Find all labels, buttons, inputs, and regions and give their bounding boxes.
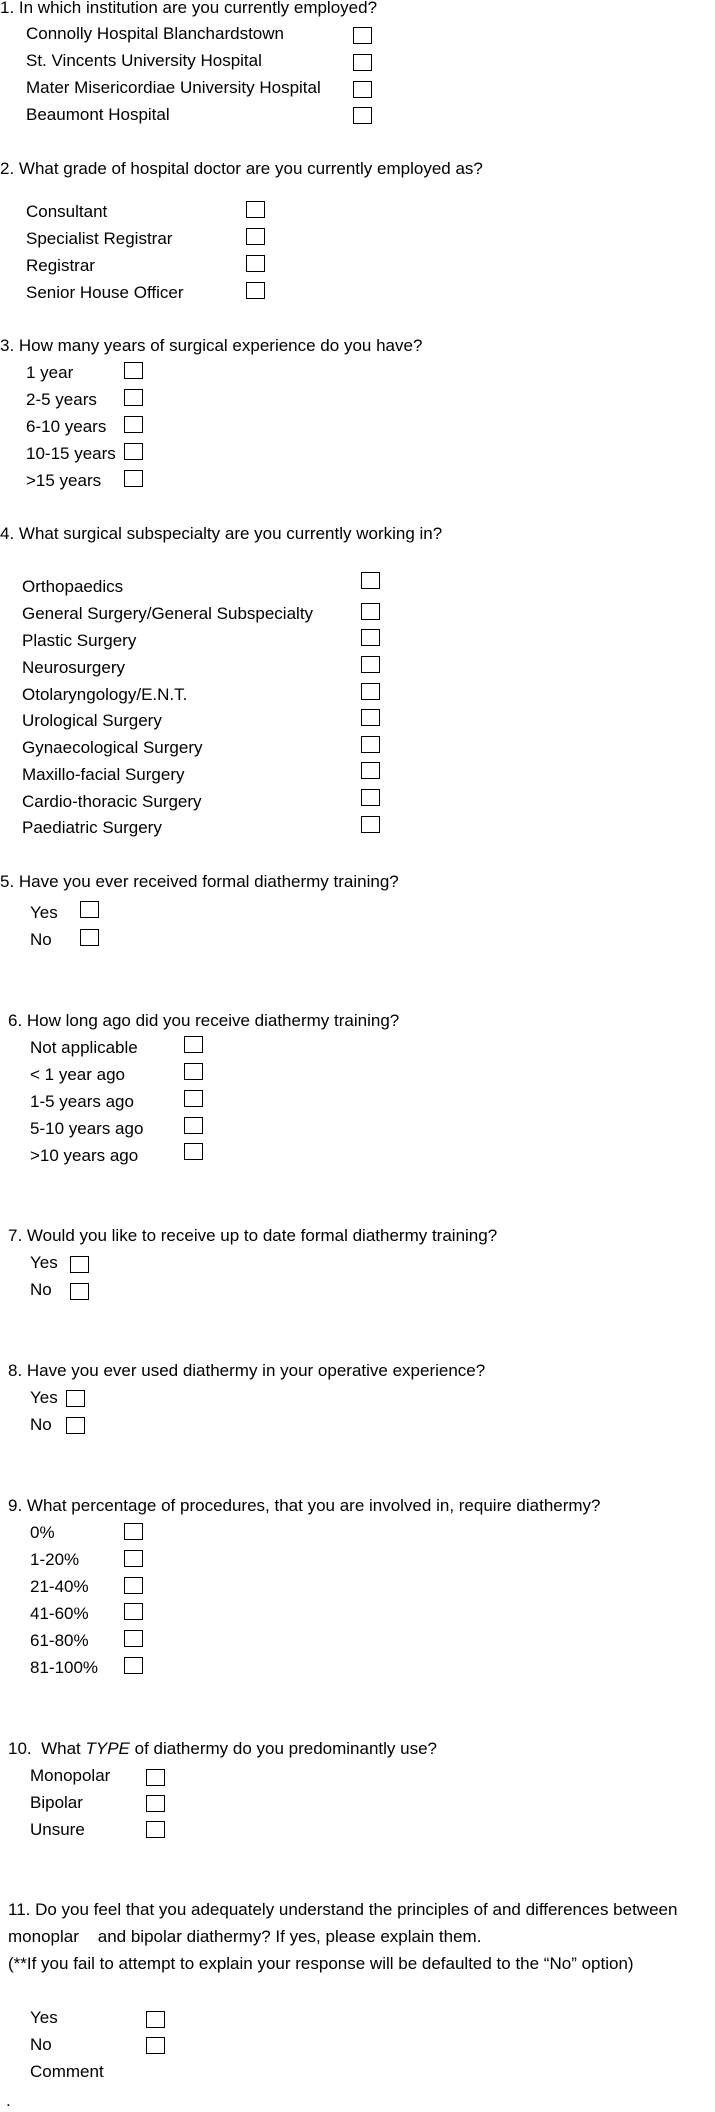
q4-checkbox-orthopaedics[interactable] — [361, 572, 380, 589]
q1-option-mater: Mater Misericordiae University Hospital — [26, 78, 321, 97]
q10-checkbox-unsure[interactable] — [146, 1821, 165, 1838]
q6-option-gt-10-years: >10 years ago — [30, 1146, 139, 1165]
q6-checkbox-gt-10-years[interactable] — [184, 1143, 203, 1160]
q4-option-paediatric: Paediatric Surgery — [22, 818, 162, 837]
q10-checkbox-monopolar[interactable] — [146, 1769, 165, 1786]
q3-option-6-10: 6-10 years — [26, 417, 107, 436]
q2-checkbox-registrar[interactable] — [246, 255, 265, 272]
q10-text-emphasis: TYPE — [85, 1739, 130, 1758]
q10-option-unsure: Unsure — [30, 1820, 85, 1839]
q11-checkbox-yes[interactable] — [146, 2011, 165, 2028]
q9-option-41-60: 41-60% — [30, 1604, 89, 1623]
q9-checkbox-0[interactable] — [124, 1523, 143, 1540]
q5-checkbox-yes[interactable] — [80, 901, 99, 918]
q4-checkbox-paediatric[interactable] — [361, 816, 380, 833]
q8-checkbox-yes[interactable] — [66, 1390, 85, 1407]
q9-checkbox-1-20[interactable] — [124, 1550, 143, 1567]
q2-checkbox-consultant[interactable] — [246, 201, 265, 218]
q1-option-beaumont: Beaumont Hospital — [26, 105, 170, 124]
q3-checkbox-2-5[interactable] — [124, 389, 143, 406]
q8-checkbox-no[interactable] — [66, 1417, 85, 1434]
q4-checkbox-plastic[interactable] — [361, 629, 380, 646]
q4-option-ent: Otolaryngology/E.N.T. — [22, 685, 188, 704]
q4-checkbox-gynaecological[interactable] — [361, 736, 380, 753]
q1-checkbox-st-vincents[interactable] — [353, 54, 372, 71]
q6-checkbox-1-5-years[interactable] — [184, 1090, 203, 1107]
q4-option-general-surgery: General Surgery/General Subspecialty — [22, 604, 314, 623]
q4-option-cardio-thoracic: Cardio-thoracic Surgery — [22, 792, 202, 811]
q8-option-no: No — [30, 1415, 52, 1434]
q3-option-2-5: 2-5 years — [26, 390, 97, 409]
q11-comment-label: Comment — [30, 2062, 104, 2081]
question-9-text: 9. What percentage of procedures, that you are involved in, require diathermy? — [8, 1496, 601, 1515]
question-5-text: 5. Have you ever received formal diathermy training? — [0, 872, 399, 891]
q4-option-orthopaedics: Orthopaedics — [22, 577, 124, 596]
q6-option-not-applicable: Not applicable — [30, 1038, 138, 1057]
question-8-text: 8. Have you ever used diathermy in your operative experience? — [8, 1361, 486, 1380]
question-11-line-1: 11. Do you feel that you adequately understand the principles of and differences between — [8, 1900, 678, 1919]
q9-option-61-80: 61-80% — [30, 1631, 89, 1650]
q8-option-yes: Yes — [30, 1388, 58, 1407]
q9-checkbox-21-40[interactable] — [124, 1577, 143, 1594]
q6-option-5-10-years: 5-10 years ago — [30, 1119, 144, 1138]
q1-option-connolly: Connolly Hospital Blanchardstown — [26, 24, 284, 43]
q2-option-consultant: Consultant — [26, 202, 108, 221]
q9-option-0: 0% — [30, 1523, 55, 1542]
question-1-text: 1. In which institution are you currently employed? — [0, 0, 378, 17]
q6-checkbox-lt-1-year[interactable] — [184, 1063, 203, 1080]
q1-checkbox-connolly[interactable] — [353, 27, 372, 44]
q9-option-21-40: 21-40% — [30, 1577, 89, 1596]
q4-checkbox-neurosurgery[interactable] — [361, 656, 380, 673]
q4-option-urological: Urological Surgery — [22, 711, 162, 730]
q1-checkbox-mater[interactable] — [353, 81, 372, 98]
q4-checkbox-general-surgery[interactable] — [361, 603, 380, 620]
q6-option-1-5-years: 1-5 years ago — [30, 1092, 134, 1111]
q4-checkbox-urological[interactable] — [361, 709, 380, 726]
q7-checkbox-yes[interactable] — [70, 1256, 89, 1273]
q3-option-1-year: 1 year — [26, 363, 74, 382]
q7-option-yes: Yes — [30, 1253, 58, 1272]
q9-checkbox-81-100[interactable] — [124, 1657, 143, 1674]
q9-option-81-100: 81-100% — [30, 1658, 99, 1677]
q11-option-yes: Yes — [30, 2008, 58, 2027]
q10-checkbox-bipolar[interactable] — [146, 1795, 165, 1812]
q5-checkbox-no[interactable] — [80, 929, 99, 946]
q10-text-pre: 10. What — [8, 1739, 86, 1758]
q2-option-registrar: Registrar — [26, 256, 95, 275]
q4-checkbox-cardio-thoracic[interactable] — [361, 789, 380, 806]
q4-checkbox-ent[interactable] — [361, 683, 380, 700]
q6-checkbox-5-10-years[interactable] — [184, 1117, 203, 1134]
q3-checkbox-15-plus[interactable] — [124, 470, 143, 487]
q9-checkbox-61-80[interactable] — [124, 1630, 143, 1647]
q7-option-no: No — [30, 1280, 52, 1299]
question-11-line-2: monoplar and bipolar diathermy? If yes, please explain them. — [8, 1927, 482, 1946]
question-7-text: 7. Would you like to receive up to date formal diathermy training? — [8, 1226, 498, 1245]
q1-checkbox-beaumont[interactable] — [353, 107, 372, 124]
q5-option-yes: Yes — [30, 903, 58, 922]
question-2-text: 2. What grade of hospital doctor are you currently employed as? — [0, 159, 483, 178]
q6-option-lt-1-year: < 1 year ago — [30, 1065, 125, 1084]
q3-checkbox-10-15[interactable] — [124, 443, 143, 460]
question-3-text: 3. How many years of surgical experience do you have? — [0, 336, 423, 355]
q11-option-no: No — [30, 2035, 52, 2054]
q2-option-specialist-registrar: Specialist Registrar — [26, 229, 173, 248]
q9-checkbox-41-60[interactable] — [124, 1603, 143, 1620]
q3-checkbox-1-year[interactable] — [124, 362, 143, 379]
q2-checkbox-sho[interactable] — [246, 282, 265, 299]
question-11-line-3: (**If you fail to attempt to explain your response will be defaulted to the “No” option) — [8, 1954, 634, 1973]
q2-checkbox-specialist-registrar[interactable] — [246, 228, 265, 245]
q5-option-no: No — [30, 930, 52, 949]
q10-option-bipolar: Bipolar — [30, 1793, 83, 1812]
q3-checkbox-6-10[interactable] — [124, 416, 143, 433]
q7-checkbox-no[interactable] — [70, 1283, 89, 1300]
q3-option-15-plus: >15 years — [26, 471, 102, 490]
q4-option-maxillo-facial: Maxillo-facial Surgery — [22, 765, 185, 784]
q4-option-neurosurgery: Neurosurgery — [22, 658, 125, 677]
q4-option-plastic: Plastic Surgery — [22, 631, 137, 650]
question-4-text: 4. What surgical subspecialty are you currently working in? — [0, 524, 443, 543]
q2-option-sho: Senior House Officer — [26, 283, 184, 302]
question-6-text: 6. How long ago did you receive diathermy training? — [8, 1011, 400, 1030]
q3-option-10-15: 10-15 years — [26, 444, 116, 463]
q10-text-post: of diathermy do you predominantly use? — [129, 1739, 438, 1758]
q10-option-monopolar: Monopolar — [30, 1766, 111, 1785]
q1-option-st-vincents: St. Vincents University Hospital — [26, 51, 262, 70]
q4-checkbox-maxillo-facial[interactable] — [361, 762, 380, 779]
q9-option-1-20: 1-20% — [30, 1550, 80, 1569]
trailing-mark: . — [6, 2091, 11, 2110]
q11-checkbox-no[interactable] — [146, 2037, 165, 2054]
q6-checkbox-not-applicable[interactable] — [184, 1036, 203, 1053]
question-10-text — [8, 1738, 437, 1760]
q4-option-gynaecological: Gynaecological Surgery — [22, 738, 203, 757]
